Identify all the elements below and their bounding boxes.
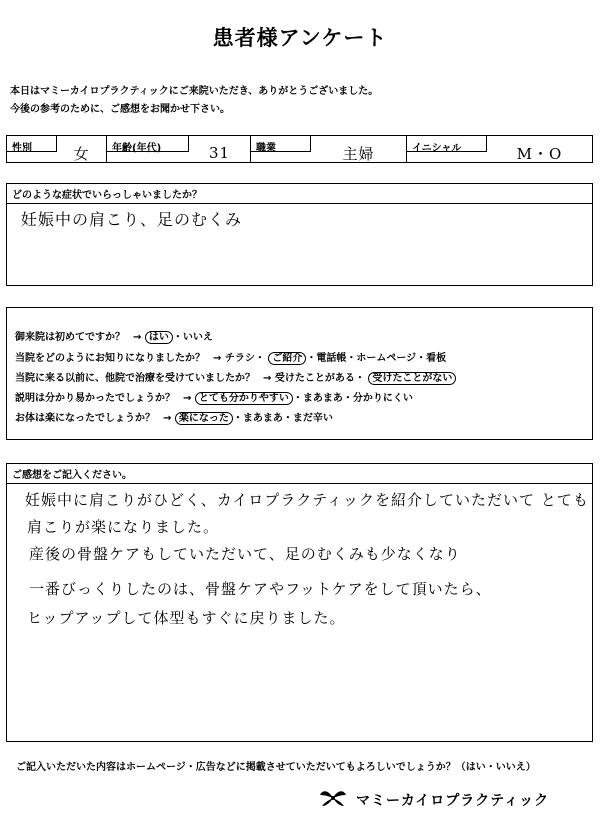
initial-label: イニシャル: [407, 136, 487, 152]
brand-logo: [318, 787, 549, 813]
brand-name: マミーカイロプラクティック: [356, 793, 550, 809]
publish-permission-question: ご記入いただいた内容はホームページ・広告などに掲載させていただいてもよろしいでしょうか？（はい・いいえ）: [16, 762, 536, 773]
comment-line: 産後の骨盤ケアもしていただいて、足のむくみも少なくなり: [29, 545, 461, 563]
circled-answer: はい: [145, 331, 173, 344]
initial-value: M・O: [516, 144, 563, 163]
circled-answer: とても分かりやすい: [195, 392, 293, 405]
gender-label: 性別: [7, 136, 57, 152]
comment-line: 妊娠中に肩こりがひどく、カイロプラクティックを紹介していただいて とても: [25, 491, 589, 509]
job-value: 主婦: [311, 136, 407, 162]
symptom-question: どのような症状でいらっしゃいましたか？: [7, 184, 592, 204]
gender-value: 女: [57, 136, 107, 162]
page-title: 患者様アンケート: [212, 26, 388, 50]
question-first-visit: 御来院は初めてですか？ → はい ・いいえ: [15, 332, 213, 343]
age-value: 31: [189, 136, 251, 162]
circled-answer: 受けたことがない: [368, 372, 456, 385]
intro-line-1: 本日はマミーカイロプラクティックにご来院いただき、ありがとうございました。: [10, 86, 379, 97]
symptom-box: [6, 183, 593, 286]
question-body-relief: お体は楽になったでしょうか？ → 楽になった ・まあまあ・まだ辛い: [15, 413, 333, 424]
profile-row: [6, 135, 593, 163]
comments-box: [6, 463, 593, 742]
comments-label: ご感想をご記入ください。: [7, 464, 592, 484]
circled-answer: ご紹介: [268, 352, 306, 365]
intro-line-2: 今後の参考のために、ご感想をお聞かせ下さい。: [10, 104, 230, 115]
question-other-clinic: 当院に来る以前に、他院で治療を受けていましたか？ → 受けたことがある・ 受けたことがない: [15, 369, 456, 384]
question-how-found: 当院をどのようにお知りになりましたか？ → チラシ・ ご紹介 ・電話帳・ホームページ・看板: [15, 353, 447, 364]
comment-line: 一番びっくりしたのは、骨盤ケアやフットケアをして頂いたら、: [29, 580, 492, 598]
question-explanation: 説明は分かり易かったでしょうか？ → とても分かりやすい ・まあまあ・分かりにくい: [15, 393, 413, 404]
circled-answer: 楽になった: [175, 412, 233, 425]
comment-line: ヒップアップして体型もすぐに戻りました。: [27, 609, 346, 627]
job-label: 職業: [251, 136, 311, 152]
symptom-answer: 妊娠中の肩こり、足のむくみ: [21, 210, 243, 229]
age-label: 年齢(年代): [107, 136, 189, 152]
comment-line: 肩こりが楽になりました。: [27, 518, 220, 536]
leaf-logo-icon: [318, 787, 348, 813]
questions-box: [6, 307, 593, 440]
